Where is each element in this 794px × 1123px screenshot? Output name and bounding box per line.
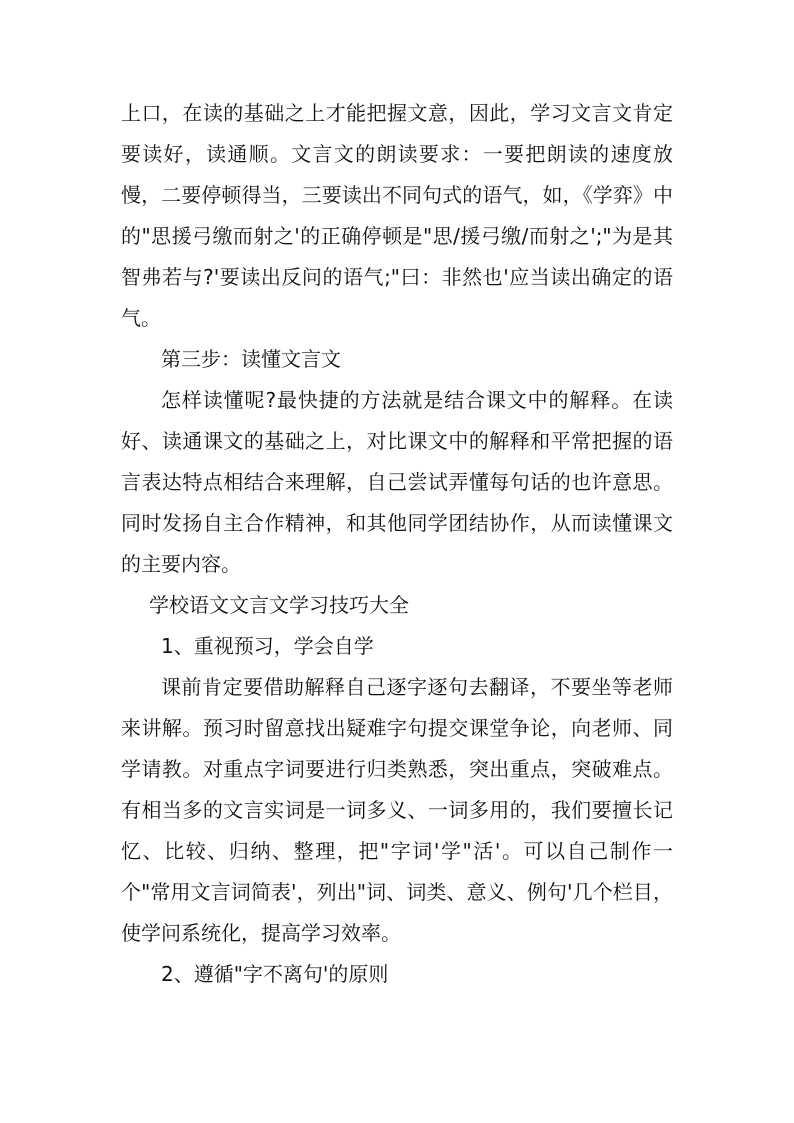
- tip-one-heading: 1、重视预习，学会自学: [161, 634, 374, 658]
- section-title: 学校语文文言文学习技巧大全: [149, 593, 409, 617]
- step-three-heading: 第三步：读懂文言文: [161, 347, 341, 371]
- tip-two-heading: 2、遵循"字不离句'的原则: [161, 962, 389, 986]
- paragraph-preview: 课前肯定要借助解释自己逐字逐句去翻译，不要坐等老师来讲解。预习时留意找出疑难字句提交课堂争论，向老师、同学请教。对重点字词要进行归类熟悉，突出重点，突破难点。有相当多的文言实词是一词多义、一词多用的，我们要擅长记忆、比较、归纳、整理，把"字词'学"活'。可以自己制作一个"常用文言词简表'，列出"词、词类、意义、例句'几个栏目，使学问系统化，提高学习效率。: [121, 675, 673, 945]
- paragraph-reading-requirements: 上口，在读的基础之上才能把握文意，因此，学习文言文肯定要读好，读通顺。文言文的朗读要求：一要把朗读的速度放慢，二要停顿得当，三要读出不同句式的语气，如，《学弈》中的"思援弓缴而射之'的正确停顿是"思/援弓缴/而射之';"为是其智弗若与?'要读出反问的语气;"曰：非然也'应当读出确定的语气。: [121, 101, 673, 330]
- paragraph-understanding: 怎样读懂呢?最快捷的方法就是结合课文中的解释。在读好、读通课文的基础之上，对比课文中的解释和平常把握的语言表达特点相结合来理解，自己尝试弄懂每句话的也许意思。同时发扬自主合作精神，和其他同学团结协作，从而读懂课文的主要内容。: [121, 388, 673, 576]
- document-body: [121, 93, 673, 995]
